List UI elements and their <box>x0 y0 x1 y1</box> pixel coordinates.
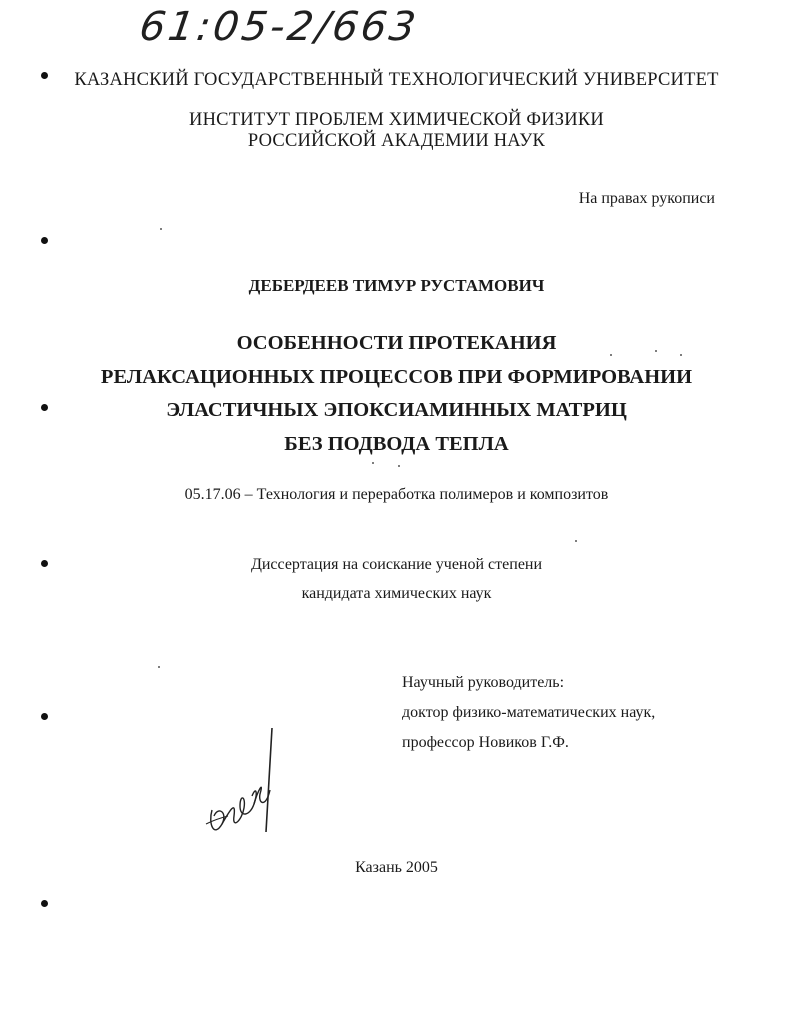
university-name: КАЗАНСКИЙ ГОСУДАРСТВЕННЫЙ ТЕХНОЛОГИЧЕСКИЙ УНИВЕРСИТЕТ <box>74 70 719 90</box>
title-line: ЭЛАСТИЧНЫХ ЭПОКСИАМИННЫХ МАТРИЦ <box>166 399 627 421</box>
binder-hole <box>41 713 48 720</box>
institute-name-line1: ИНСТИТУТ ПРОБЛЕМ ХИМИЧЕСКОЙ ФИЗИКИ <box>189 110 604 130</box>
title-line: БЕЗ ПОДВОДА ТЕПЛА <box>284 432 509 455</box>
scan-speck <box>372 462 374 464</box>
binder-hole <box>41 900 48 907</box>
scan-speck <box>575 540 577 542</box>
binder-hole <box>41 237 48 244</box>
supervisor-name: профессор Новиков Г.Ф. <box>402 734 569 751</box>
manuscript-rights-note: На правах рукописи <box>578 190 715 207</box>
degree-line1: Диссертация на соискание ученой степени <box>250 556 543 573</box>
title-line: ОСОБЕННОСТИ ПРОТЕКАНИЯ <box>236 332 557 354</box>
scan-speck <box>160 228 162 230</box>
degree-line2: кандидата химических наук <box>301 585 492 602</box>
supervisor-label: Научный руководитель: <box>402 674 565 691</box>
author-signature <box>200 720 300 850</box>
title-line: РЕЛАКСАЦИОННЫХ ПРОЦЕССОВ ПРИ ФОРМИРОВАНИИ <box>100 365 693 388</box>
specialty-code: 05.17.06 – Технология и переработка полимеров и композитов <box>184 486 609 503</box>
dissertation-title <box>0 327 793 461</box>
handwritten-shelf-mark: 61:05-2/663 <box>136 4 422 50</box>
institute-name-line2: РОССИЙСКОЙ АКАДЕМИИ НАУК <box>247 131 546 151</box>
degree-statement <box>0 550 793 608</box>
scan-speck <box>158 666 160 668</box>
supervisor-block <box>402 668 655 758</box>
city-year: Казань 2005 <box>355 859 438 876</box>
scan-speck <box>398 465 400 467</box>
author-name: ДЕБЕРДЕЕВ ТИМУР РУСТАМОВИЧ <box>248 276 545 295</box>
supervisor-degree: доктор физико-математических наук, <box>402 704 656 721</box>
